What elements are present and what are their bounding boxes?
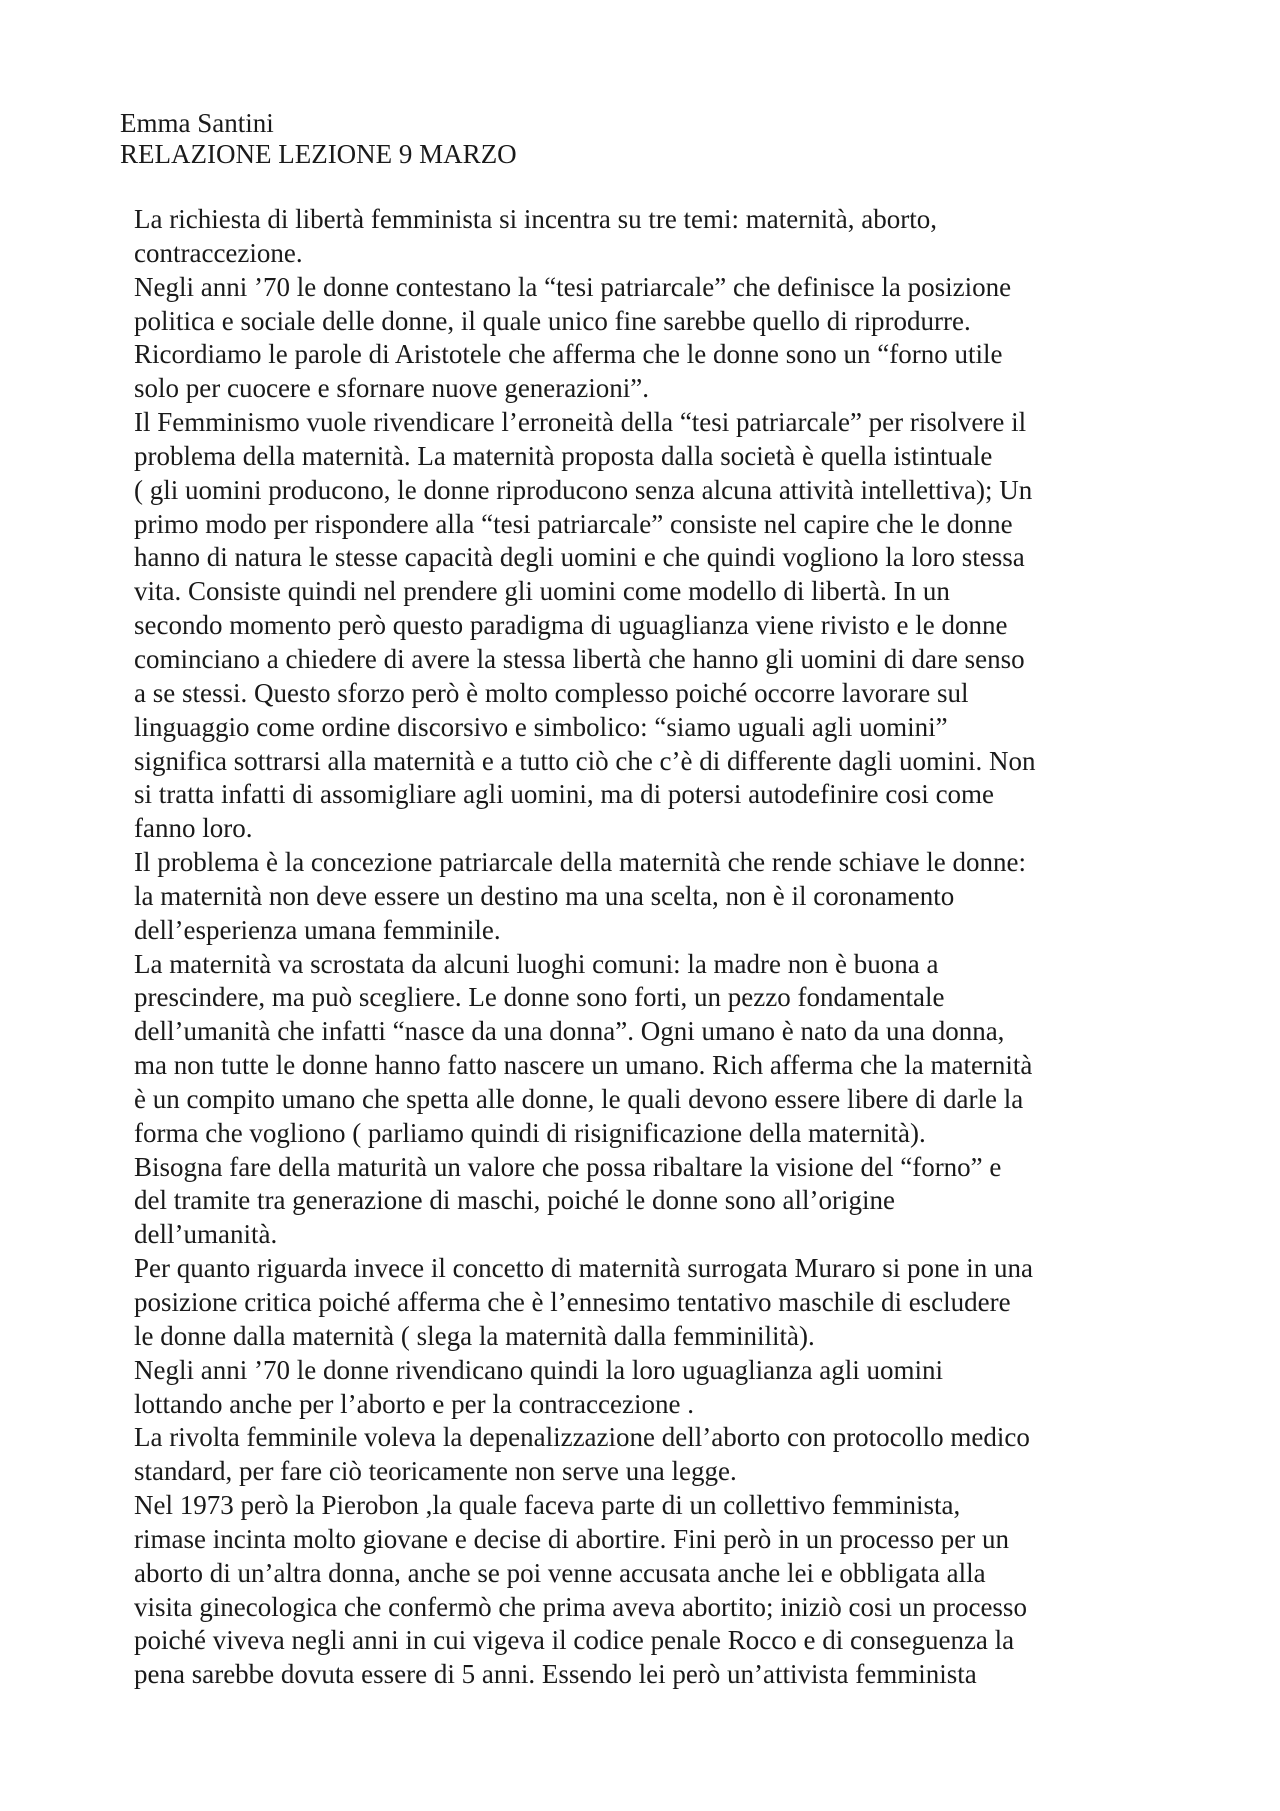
- text-line: pena sarebbe dovuta essere di 5 anni. Essendo lei però un’attivista femminista: [134, 1659, 977, 1690]
- text-line: vita. Consiste quindi nel prendere gli uomini come modello di libertà. In un: [134, 576, 950, 607]
- text-line: visita ginecologica che confermò che prima aveva abortito; iniziò cosi un processo: [134, 1591, 1027, 1622]
- text-line: posizione critica poiché afferma che è l’ennesimo tentativo maschile di escludere: [134, 1287, 1011, 1317]
- author-name: Emma Santini: [120, 108, 274, 138]
- body-text: [134, 203, 1154, 1692]
- text-line: è un compito umano che spetta alle donne, le quali devono essere libere di darle la: [134, 1083, 1024, 1114]
- text-line: La rivolta femminile voleva la depenalizzazione dell’aborto con protocollo medico: [134, 1422, 1030, 1453]
- document-header: [120, 108, 517, 170]
- text-line: secondo momento però questo paradigma di uguaglianza viene rivisto e le donne: [134, 610, 1008, 641]
- text-line: Ricordiamo le parole di Aristotele che afferma che le donne sono un “forno utile: [134, 339, 1003, 370]
- text-line: del tramite tra generazione di maschi, poiché le donne sono all’origine: [134, 1185, 895, 1216]
- text-line: si tratta infatti di assomigliare agli uomini, ma di potersi autodefinire cosi come: [134, 779, 995, 810]
- text-line: Per quanto riguarda invece il concetto di maternità surrogata Muraro si pone in una: [134, 1253, 1033, 1284]
- text-line: politica e sociale delle donne, il quale unico fine sarebbe quello di riprodurre.: [134, 305, 971, 336]
- text-line: problema della maternità. La maternità proposta dalla società è quella istintuale: [134, 440, 993, 471]
- text-line: poiché viveva negli anni in cui vigeva il codice penale Rocco e di conseguenza la: [134, 1625, 1015, 1656]
- text-line: Negli anni ’70 le donne rivendicano quindi la loro uguaglianza agli uomini: [134, 1354, 944, 1385]
- text-line: a se stessi. Questo sforzo però è molto complesso poiché occorre lavorare sul: [134, 677, 969, 708]
- text-line: hanno di natura le stesse capacità degli uomini e che quindi vogliono la loro stessa: [134, 542, 1025, 573]
- text-line: La maternità va scrostata da alcuni luoghi comuni: la madre non è buona a: [134, 948, 939, 979]
- text-line: dell’umanità.: [134, 1219, 278, 1250]
- text-line: ( gli uomini producono, le donne riproducono senza alcuna attività intellettiva); Un: [134, 474, 1033, 505]
- text-line: cominciano a chiedere di avere la stessa libertà che hanno gli uomini di dare senso: [134, 643, 1025, 674]
- text-line: forma che vogliono ( parliamo quindi di risignificazione della maternità).: [134, 1117, 926, 1148]
- text-line: rimase incinta molto giovane e decise di abortire. Fini però in un processo per un: [134, 1523, 1010, 1554]
- text-line: Nel 1973 però la Pierobon ,la quale faceva parte di un collettivo femminista,: [134, 1490, 961, 1521]
- text-line: aborto di un’altra donna, anche se poi venne accusata anche lei e obbligata alla: [134, 1557, 986, 1588]
- text-line: dell’umanità che infatti “nasce da una donna”. Ogni umano è nato da una donna,: [134, 1016, 1005, 1047]
- text-line: le donne dalla maternità ( slega la maternità dalla femminilità).: [134, 1320, 815, 1351]
- text-line: Negli anni ’70 le donne contestano la “tesi patriarcale” che definisce la posizione: [134, 271, 1012, 302]
- text-line: lottando anche per l’aborto e per la contraccezione .: [134, 1388, 694, 1419]
- text-line: la maternità non deve essere un destino ma una scelta, non è il coronamento: [134, 880, 955, 911]
- text-line: standard, per fare ciò teoricamente non serve una legge.: [134, 1456, 737, 1487]
- text-line: linguaggio come ordine discorsivo e simbolico: “siamo uguali agli uomini”: [134, 711, 948, 742]
- text-line: prescindere, ma può scegliere. Le donne sono forti, un pezzo fondamentale: [134, 982, 945, 1013]
- text-line: Il Femminismo vuole rivendicare l’erroneità della “tesi patriarcale” per risolvere il: [134, 407, 1027, 438]
- text-line: contraccezione.: [134, 237, 303, 268]
- text-line: Bisogna fare della maturità un valore che possa ribaltare la visione del “forno” e: [134, 1151, 1002, 1182]
- text-line: primo modo per rispondere alla “tesi patriarcale” consiste nel capire che le donne: [134, 508, 1013, 539]
- text-line: significa sottrarsi alla maternità e a tutto ciò che c’è di differente dagli uomini. Non: [134, 745, 1036, 776]
- text-line: dell’esperienza umana femminile.: [134, 914, 501, 945]
- document-title: RELAZIONE LEZIONE 9 MARZO: [120, 139, 517, 169]
- text-line: ma non tutte le donne hanno fatto nascere un umano. Rich afferma che la maternità: [134, 1050, 1033, 1081]
- text-line: La richiesta di libertà femminista si incentra su tre temi: maternità, aborto,: [134, 204, 937, 234]
- text-line: fanno loro.: [134, 813, 253, 844]
- text-line: Il problema è la concezione patriarcale della maternità che rende schiave le donne:: [134, 847, 1027, 878]
- text-line: solo per cuocere e sfornare nuove generazioni”.: [134, 373, 649, 404]
